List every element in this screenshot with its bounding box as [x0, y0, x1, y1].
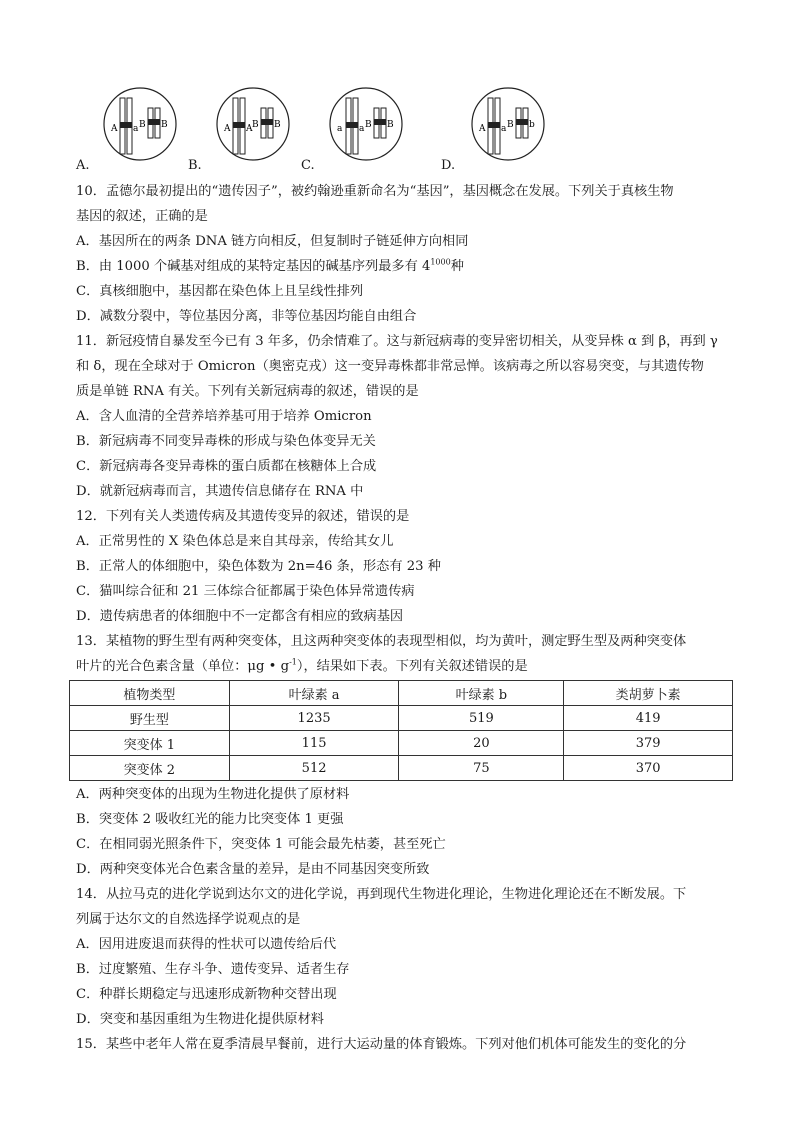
table-cell: 突变体 1 — [70, 731, 230, 756]
allele-label: a — [359, 124, 365, 134]
allele-label: A — [479, 124, 486, 134]
allele-label: A — [224, 124, 231, 134]
q10-option-b[interactable] — [76, 255, 464, 279]
table-cell: 519 — [399, 706, 564, 731]
allele-label: B — [387, 120, 394, 130]
q12-stem: 12．下列有关人类遗传病及其遗传变异的叙述，错误的是 — [76, 509, 410, 524]
allele-label: B — [252, 120, 259, 130]
allele-label: b — [529, 120, 535, 130]
q14-option-c[interactable]: C．种群长期稳定与迅速形成新物种交替出现 — [76, 987, 337, 1002]
allele-label: a — [337, 124, 343, 134]
q11-stem-line1: 11．新冠疫情自暴发至今已有 3 年多，仍余情难了。这与新冠病毒的变异密切相关，从变异株 α 到 β，再到 γ — [76, 334, 718, 349]
table-cell: 512 — [229, 756, 399, 781]
table-cell: 野生型 — [70, 706, 230, 731]
cell-diagram-d — [470, 86, 546, 162]
q13-stem-line1: 13．某植物的野生型有两种突变体，且这两种突变体的表现型相似，均为黄叶，测定野生型及两种突变体 — [76, 634, 687, 649]
table-cell: 419 — [564, 706, 733, 731]
q12-option-b[interactable]: B．正常人的体细胞中，染色体数为 2n=46 条，形态有 23 种 — [76, 559, 441, 574]
table-cell: 突变体 2 — [70, 756, 230, 781]
q10-option-c[interactable]: C．真核细胞中，基因都在染色体上且呈线性排列 — [76, 284, 364, 299]
table-cell: 20 — [399, 731, 564, 756]
q10-stem-line2: 基因的叙述，正确的是 — [76, 209, 208, 224]
q12-option-d[interactable]: D．遗传病患者的体细胞中不一定都含有相应的致病基因 — [76, 609, 404, 624]
allele-label: B — [365, 120, 372, 130]
table-row — [70, 756, 733, 781]
cell-diagram-b — [215, 86, 291, 162]
q12-option-c[interactable]: C．猫叫综合征和 21 三体综合征都属于染色体异常遗传病 — [76, 584, 415, 599]
allele-label: a — [501, 124, 507, 134]
table-row — [70, 706, 733, 731]
cell-diagram-a — [102, 86, 178, 162]
q13-option-c[interactable]: C．在相同弱光照条件下，突变体 1 可能会最先枯萎，甚至死亡 — [76, 837, 446, 852]
q11-stem-line3: 质是单链 RNA 有关。下列有关新冠病毒的叙述，错误的是 — [76, 384, 419, 399]
q13-option-d[interactable]: D．两种突变体光合色素含量的差异，是由不同基因突变所致 — [76, 862, 430, 877]
table-cell: 370 — [564, 756, 733, 781]
table-header-cell: 植物类型 — [70, 681, 230, 706]
option-c-letter[interactable]: C. — [301, 158, 315, 173]
q11-option-a[interactable]: A．含人血清的全营养培养基可用于培养 Omicron — [76, 409, 372, 424]
q9-options-row — [70, 86, 750, 182]
q14-stem-line2: 列属于达尔文的自然选择学说观点的是 — [76, 912, 301, 927]
table-header-cell: 叶绿素 b — [399, 681, 564, 706]
allele-label: A — [246, 124, 253, 134]
q13-option-b[interactable]: B．突变体 2 吸收红光的能力比突变体 1 更强 — [76, 812, 344, 827]
allele-label: a — [133, 124, 139, 134]
table-header-row — [70, 681, 733, 706]
q13-unit-exponent: -1 — [289, 657, 297, 667]
option-a-letter[interactable]: A. — [76, 158, 90, 173]
cell-diagram-c — [328, 86, 404, 162]
q11-option-b[interactable]: B．新冠病毒不同变异毒株的形成与染色体变异无关 — [76, 434, 376, 449]
q10-option-b-exponent: 1000 — [430, 257, 451, 267]
table-cell: 115 — [229, 731, 399, 756]
q13-stem-suffix: ），结果如下表。下列有关叙述错误的是 — [296, 659, 528, 674]
allele-label: B — [139, 120, 146, 130]
q15-stem-line1: 15．某些中老年人常在夏季清晨早餐前，进行大运动量的体育锻炼。下列对他们机体可能发生的变化的分 — [76, 1037, 687, 1052]
q14-option-d[interactable]: D．突变和基因重组为生物进化提供原材料 — [76, 1012, 324, 1027]
q13-stem-text: 叶片的光合色素含量（单位：μg • g — [76, 659, 290, 674]
table-header-cell: 类胡萝卜素 — [564, 681, 733, 706]
q13-stem-line2 — [76, 655, 528, 679]
q13-option-a[interactable]: A．两种突变体的出现为生物进化提供了原材料 — [76, 787, 350, 802]
q10-option-b-suffix: 种 — [450, 259, 464, 274]
q10-option-a[interactable]: A．基因所在的两条 DNA 链方向相反，但复制时子链延伸方向相同 — [76, 234, 469, 249]
option-d-letter[interactable]: D. — [441, 158, 456, 173]
q10-stem-line1: 10．孟德尔最初提出的“遗传因子”，被约翰逊重新命名为“基因”，基因概念在发展。下列关于真核生物 — [76, 184, 674, 199]
q11-option-c[interactable]: C．新冠病毒各变异毒株的蛋白质都在核糖体上合成 — [76, 459, 377, 474]
allele-label: A — [111, 124, 118, 134]
q12-option-a[interactable]: A．正常男性的 X 染色体总是来自其母亲，传给其女儿 — [76, 534, 394, 549]
allele-label: B — [161, 120, 168, 130]
table-header-cell: 叶绿素 a — [229, 681, 399, 706]
q14-option-b[interactable]: B．过度繁殖、生存斗争、遗传变异、适者生存 — [76, 962, 350, 977]
table-row — [70, 731, 733, 756]
q10-option-d[interactable]: D．减数分裂中，等位基因分离，非等位基因均能自由组合 — [76, 309, 417, 324]
option-b-letter[interactable]: B. — [188, 158, 202, 173]
q14-option-a[interactable]: A．因用进废退而获得的性状可以遗传给后代 — [76, 937, 337, 952]
table-cell: 75 — [399, 756, 564, 781]
allele-label: B — [507, 120, 514, 130]
q10-option-b-text: B．由 1000 个碱基对组成的某特定基因的碱基序列最多有 4 — [76, 259, 431, 274]
table-cell: 379 — [564, 731, 733, 756]
table-cell: 1235 — [229, 706, 399, 731]
q11-option-d[interactable]: D．就新冠病毒而言，其遗传信息储存在 RNA 中 — [76, 484, 364, 499]
pigment-table — [69, 680, 733, 781]
q14-stem-line1: 14．从拉马克的进化学说到达尔文的进化学说，再到现代生物进化理论，生物进化理论还在不断发展。下 — [76, 887, 687, 902]
allele-label: B — [274, 120, 281, 130]
q11-stem-line2: 和 δ，现在全球对于 Omicron（奥密克戎）这一变异毒株都非常忌惮。该病毒之所以容易突变，与其遗传物 — [76, 359, 704, 374]
